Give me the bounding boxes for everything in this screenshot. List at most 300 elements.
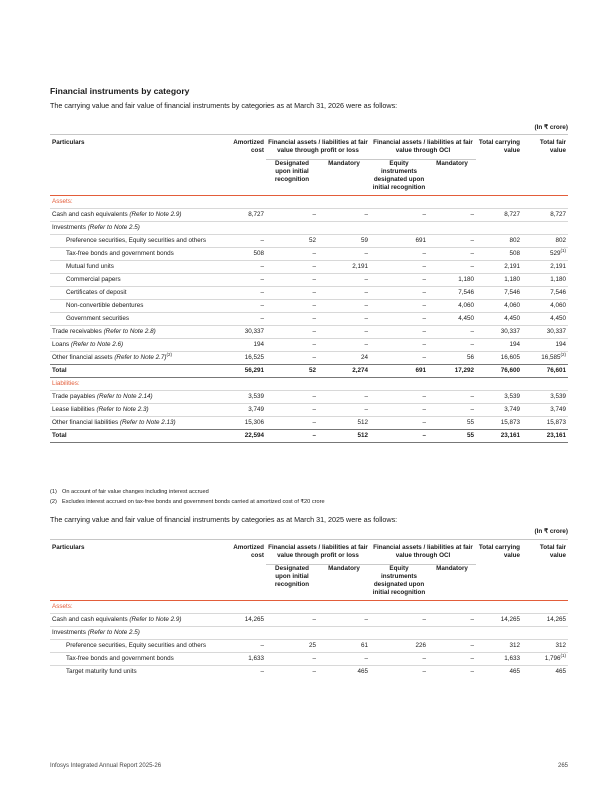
row-label-cell [50, 222, 220, 235]
value-cell [476, 653, 522, 666]
col-mandatory-oci: Mandatory [436, 565, 468, 572]
cell-value: – [470, 616, 475, 623]
row-label-cell [50, 287, 220, 300]
cell-value: – [260, 668, 264, 675]
cell-value: – [422, 341, 427, 348]
cell-value: 23,161 [546, 432, 567, 439]
cell-value: – [422, 354, 427, 361]
table-row [50, 326, 568, 339]
value-cell [370, 653, 428, 666]
table-row [50, 640, 568, 653]
cell-value: – [422, 250, 427, 257]
cell-value: – [260, 289, 264, 296]
value-cell [428, 352, 476, 365]
value-cell [266, 653, 318, 666]
cell-value: – [364, 250, 369, 257]
value-cell [318, 404, 370, 417]
note-reference: (Refer to Note 2.7) [114, 354, 167, 361]
value-cell [428, 235, 476, 248]
table-row [50, 614, 568, 627]
row-label-cell [50, 300, 220, 313]
value-cell [370, 365, 428, 378]
cell-value: 194 [555, 341, 567, 348]
value-cell [370, 222, 428, 235]
cell-value: – [422, 655, 427, 662]
value-cell [476, 248, 522, 261]
table-row [50, 209, 568, 222]
cell-value: – [260, 302, 264, 309]
cell-value: – [260, 276, 264, 283]
value-cell [266, 430, 318, 443]
value-cell [318, 391, 370, 404]
value-cell [476, 614, 522, 627]
table-row [50, 417, 568, 430]
row-label: Lease liabilities [52, 406, 95, 413]
cell-value: 55 [467, 432, 475, 439]
cell-value: 15,306 [244, 419, 264, 426]
cell-value: 55 [467, 419, 475, 426]
row-label: Preference securities, Equity securities and others [66, 642, 206, 649]
cell-value: 61 [361, 642, 369, 649]
row-label-cell [50, 627, 220, 640]
row-label-cell [50, 235, 220, 248]
value-cell [318, 261, 370, 274]
cell-value: – [312, 211, 316, 218]
table-row [50, 287, 568, 300]
cell-value: – [364, 616, 369, 623]
cell-value: 802 [555, 237, 567, 244]
value-cell [476, 261, 522, 274]
row-label-cell [50, 248, 220, 261]
section-label: Assets: [50, 196, 568, 209]
row-label: Other financial assets [52, 354, 113, 361]
cell-value: – [312, 406, 316, 413]
row-label: Target maturity fund units [66, 668, 137, 675]
value-cell [522, 300, 568, 313]
row-label: Cash and cash equivalents [52, 616, 128, 623]
cell-value: – [364, 655, 369, 662]
cell-value: 4,060 [550, 302, 567, 309]
col-amortized-cost: Amortized cost [233, 544, 264, 559]
value-cell [428, 248, 476, 261]
cell-value: – [422, 668, 427, 675]
cell-value: 2,274 [352, 367, 369, 374]
cell-value: 1,180 [504, 276, 521, 283]
cell-value: – [312, 276, 316, 283]
value-cell [428, 300, 476, 313]
value-cell [220, 222, 266, 235]
value-cell [370, 326, 428, 339]
value-cell [220, 235, 266, 248]
row-label: Preference securities, Equity securities and others [66, 237, 206, 244]
row-label-cell [50, 326, 220, 339]
value-cell [370, 209, 428, 222]
cell-value: 512 [357, 419, 369, 426]
row-label-cell [50, 404, 220, 417]
cell-value: – [260, 263, 264, 270]
value-cell [318, 235, 370, 248]
value-cell [476, 274, 522, 287]
row-label-cell [50, 666, 220, 679]
cell-value: – [312, 341, 316, 348]
row-label: Loans [52, 341, 70, 348]
cell-value: – [470, 668, 475, 675]
row-label-cell [50, 274, 220, 287]
table-header-row [50, 135, 568, 160]
cell-value: 4,450 [550, 315, 567, 322]
value-cell [370, 404, 428, 417]
cell-value: 76,600 [500, 367, 521, 374]
col-mandatory: Mandatory [328, 160, 360, 167]
row-label-cell [50, 417, 220, 430]
value-cell [220, 365, 266, 378]
cell-value: – [422, 432, 427, 439]
cell-value: 2,191 [504, 263, 521, 270]
value-cell [370, 627, 428, 640]
value-cell [266, 222, 318, 235]
value-cell [266, 248, 318, 261]
cell-value: – [312, 302, 316, 309]
value-cell [428, 391, 476, 404]
table-row [50, 653, 568, 666]
cell-value: 16,585 [541, 354, 561, 361]
value-cell [220, 404, 266, 417]
value-cell [220, 300, 266, 313]
value-cell [318, 627, 370, 640]
page-title: Financial instruments by category [50, 86, 190, 96]
value-cell [428, 209, 476, 222]
table-header-row [50, 540, 568, 565]
value-cell [522, 235, 568, 248]
cell-value: – [312, 616, 316, 623]
cell-value: 7,546 [550, 289, 567, 296]
col-fvoci: Financial assets / liabilities at fair value through OCI [370, 540, 476, 565]
value-cell [266, 209, 318, 222]
cell-value: 3,539 [550, 393, 567, 400]
cell-value: 15,873 [546, 419, 567, 426]
row-label: Total [52, 432, 67, 439]
cell-value: – [470, 237, 475, 244]
page-number: 265 [557, 763, 568, 769]
footnote-text: Excludes interest accrued on tax-free bonds and government bonds carried at amortized cost of ₹20 crore [62, 499, 325, 505]
note-reference: (Refer to Note 2.5) [87, 224, 140, 231]
cell-value: 52 [308, 367, 316, 374]
financial-instruments-table-2025 [50, 539, 568, 678]
cell-value: – [312, 328, 316, 335]
cell-value: 691 [415, 367, 427, 374]
cell-value: 30,337 [500, 328, 521, 335]
value-cell [428, 287, 476, 300]
table-subheader-row [50, 565, 568, 601]
row-label-cell [50, 352, 220, 365]
value-cell [370, 666, 428, 679]
table-row [50, 261, 568, 274]
cell-value: – [364, 302, 369, 309]
cell-value: 24 [361, 354, 369, 361]
page-footer [50, 763, 568, 769]
cell-value: – [422, 616, 427, 623]
note-reference: (Refer to Note 2.8) [103, 328, 156, 335]
footnote-marker: (2) [560, 351, 567, 357]
value-cell [266, 313, 318, 326]
value-cell [522, 640, 568, 653]
cell-value: 1,633 [504, 655, 521, 662]
cell-value: 4,060 [458, 302, 475, 309]
cell-value: – [312, 250, 316, 257]
value-cell [370, 300, 428, 313]
value-cell [266, 339, 318, 352]
unit-label-2026: (In ₹ crore) [534, 124, 568, 131]
footnote-1 [50, 489, 325, 495]
value-cell [266, 666, 318, 679]
cell-value: 508 [509, 250, 521, 257]
value-cell [318, 313, 370, 326]
value-cell [476, 404, 522, 417]
col-mandatory: Mandatory [328, 565, 360, 572]
value-cell [522, 209, 568, 222]
value-cell [476, 666, 522, 679]
cell-value: – [312, 354, 316, 361]
row-label: Commercial papers [66, 276, 121, 283]
footer-report-name: Infosys Integrated Annual Report 2025-26 [50, 763, 162, 769]
row-label: Other financial liabilities [52, 419, 119, 426]
total-row [50, 365, 568, 378]
cell-value: – [422, 263, 427, 270]
col-total-carrying: Total carrying value [478, 139, 521, 154]
cell-value: 30,337 [546, 328, 567, 335]
value-cell [476, 222, 522, 235]
cell-value: 1,180 [550, 276, 567, 283]
cell-value: – [312, 315, 316, 322]
value-cell [266, 326, 318, 339]
cell-value: 465 [555, 668, 567, 675]
cell-value: 465 [509, 668, 521, 675]
cell-value: 76,601 [546, 367, 567, 374]
cell-value: 4,060 [504, 302, 521, 309]
value-cell [370, 339, 428, 352]
cell-value: 8,727 [504, 211, 521, 218]
value-cell [318, 640, 370, 653]
col-fvtpl: Financial assets / liabilities at fair value through profit or loss [266, 135, 370, 160]
cell-value: – [260, 642, 264, 649]
table-row [50, 666, 568, 679]
row-label: Total [52, 367, 67, 374]
note-reference: (Refer to Note 2.5) [87, 629, 140, 636]
value-cell [476, 365, 522, 378]
col-designated: Designated upon initial recognition [274, 160, 310, 183]
cell-value: – [470, 341, 475, 348]
row-label-cell [50, 653, 220, 666]
value-cell [370, 614, 428, 627]
value-cell [428, 666, 476, 679]
col-equity-designated: Equity instruments designated upon initial recognition [372, 160, 426, 191]
value-cell [428, 404, 476, 417]
table-row [50, 391, 568, 404]
cell-value: – [364, 393, 369, 400]
value-cell [428, 326, 476, 339]
value-cell [318, 614, 370, 627]
row-label-cell [50, 339, 220, 352]
cell-value: 23,161 [500, 432, 521, 439]
value-cell [522, 404, 568, 417]
cell-value: 1,180 [458, 276, 475, 283]
footnote-mark: (2) [50, 499, 57, 505]
row-label-cell [50, 614, 220, 627]
value-cell [522, 287, 568, 300]
cell-value: – [364, 341, 369, 348]
cell-value: 691 [415, 237, 427, 244]
cell-value: 17,292 [454, 367, 475, 374]
table-row [50, 274, 568, 287]
note-reference: (Refer to Note 2.13) [119, 419, 176, 426]
cell-value: – [312, 419, 316, 426]
cell-value: 312 [555, 642, 567, 649]
section-header-row [50, 378, 568, 391]
value-cell [428, 274, 476, 287]
value-cell [370, 235, 428, 248]
cell-value: 56 [467, 354, 475, 361]
value-cell [428, 640, 476, 653]
value-cell [522, 666, 568, 679]
cell-value: – [422, 315, 427, 322]
value-cell [318, 417, 370, 430]
cell-value: 312 [509, 642, 521, 649]
cell-value: – [422, 211, 427, 218]
value-cell [220, 313, 266, 326]
col-total-carrying: Total carrying value [478, 544, 521, 559]
section-header-row [50, 196, 568, 209]
value-cell [476, 235, 522, 248]
value-cell [220, 640, 266, 653]
cell-value: – [470, 328, 475, 335]
unit-label-2025: (In ₹ crore) [534, 528, 568, 535]
value-cell [318, 352, 370, 365]
value-cell [220, 274, 266, 287]
section-label: Liabilities: [50, 378, 568, 391]
cell-value: 194 [253, 341, 264, 348]
value-cell [476, 391, 522, 404]
value-cell [266, 287, 318, 300]
cell-value: 14,265 [546, 616, 567, 623]
value-cell [522, 261, 568, 274]
value-cell [476, 300, 522, 313]
cell-value: 52 [308, 237, 316, 244]
col-particulars: Particulars [52, 544, 85, 551]
value-cell [220, 391, 266, 404]
row-label: Cash and cash equivalents [52, 211, 128, 218]
table-row [50, 235, 568, 248]
cell-value: 1,796 [544, 655, 561, 662]
footnote-marker: (2) [166, 351, 172, 357]
value-cell [370, 287, 428, 300]
section-subtitle-2025: The carrying value and fair value of financial instruments by categories as at March 31, 2025 were as follows: [50, 515, 398, 524]
value-cell [428, 261, 476, 274]
cell-value: 3,539 [504, 393, 521, 400]
value-cell [476, 430, 522, 443]
value-cell [428, 339, 476, 352]
cell-value: – [470, 406, 475, 413]
value-cell [266, 417, 318, 430]
table-subheader-row [50, 160, 568, 196]
value-cell [318, 365, 370, 378]
cell-value: – [364, 289, 369, 296]
value-cell [522, 391, 568, 404]
value-cell [476, 352, 522, 365]
value-cell [428, 430, 476, 443]
cell-value: 3,749 [504, 406, 521, 413]
cell-value: – [422, 276, 427, 283]
cell-value: – [422, 406, 427, 413]
value-cell [318, 666, 370, 679]
col-mandatory-oci: Mandatory [436, 160, 468, 167]
cell-value: 8,727 [248, 211, 264, 218]
value-cell [428, 614, 476, 627]
value-cell [370, 274, 428, 287]
value-cell [220, 666, 266, 679]
value-cell [522, 313, 568, 326]
value-cell [318, 209, 370, 222]
row-label-cell [50, 261, 220, 274]
financial-instruments-table-2026 [50, 134, 568, 443]
value-cell [220, 653, 266, 666]
cell-value: 508 [253, 250, 264, 257]
value-cell [476, 287, 522, 300]
footnote-marker: (1) [560, 652, 567, 658]
value-cell [522, 614, 568, 627]
value-cell [220, 339, 266, 352]
table-row [50, 404, 568, 417]
value-cell [522, 248, 568, 261]
value-cell [476, 209, 522, 222]
row-label-cell [50, 430, 220, 443]
value-cell [370, 261, 428, 274]
note-reference: (Refer to Note 2.14) [96, 393, 153, 400]
table-row [50, 339, 568, 352]
note-reference: (Refer to Note 2.3) [96, 406, 149, 413]
cell-value: – [470, 263, 475, 270]
cell-value: – [260, 315, 264, 322]
cell-value: – [312, 668, 316, 675]
value-cell [370, 391, 428, 404]
value-cell [370, 352, 428, 365]
cell-value: – [364, 328, 369, 335]
value-cell [522, 627, 568, 640]
col-designated: Designated upon initial recognition [274, 565, 310, 588]
cell-value: 194 [509, 341, 521, 348]
value-cell [476, 627, 522, 640]
cell-value: 59 [361, 237, 369, 244]
value-cell [220, 248, 266, 261]
cell-value: – [364, 276, 369, 283]
value-cell [428, 627, 476, 640]
cell-value: 14,265 [244, 616, 264, 623]
col-fvtpl: Financial assets / liabilities at fair value through profit or loss [266, 540, 370, 565]
value-cell [318, 248, 370, 261]
value-cell [266, 391, 318, 404]
cell-value: – [422, 302, 427, 309]
value-cell [476, 313, 522, 326]
cell-value: – [364, 211, 369, 218]
value-cell [428, 365, 476, 378]
cell-value: – [364, 406, 369, 413]
footnotes [50, 489, 325, 509]
row-label: Non-convertible debentures [66, 302, 144, 309]
cell-value: 2,191 [352, 263, 369, 270]
value-cell [428, 653, 476, 666]
value-cell [266, 614, 318, 627]
value-cell [370, 640, 428, 653]
value-cell [220, 326, 266, 339]
